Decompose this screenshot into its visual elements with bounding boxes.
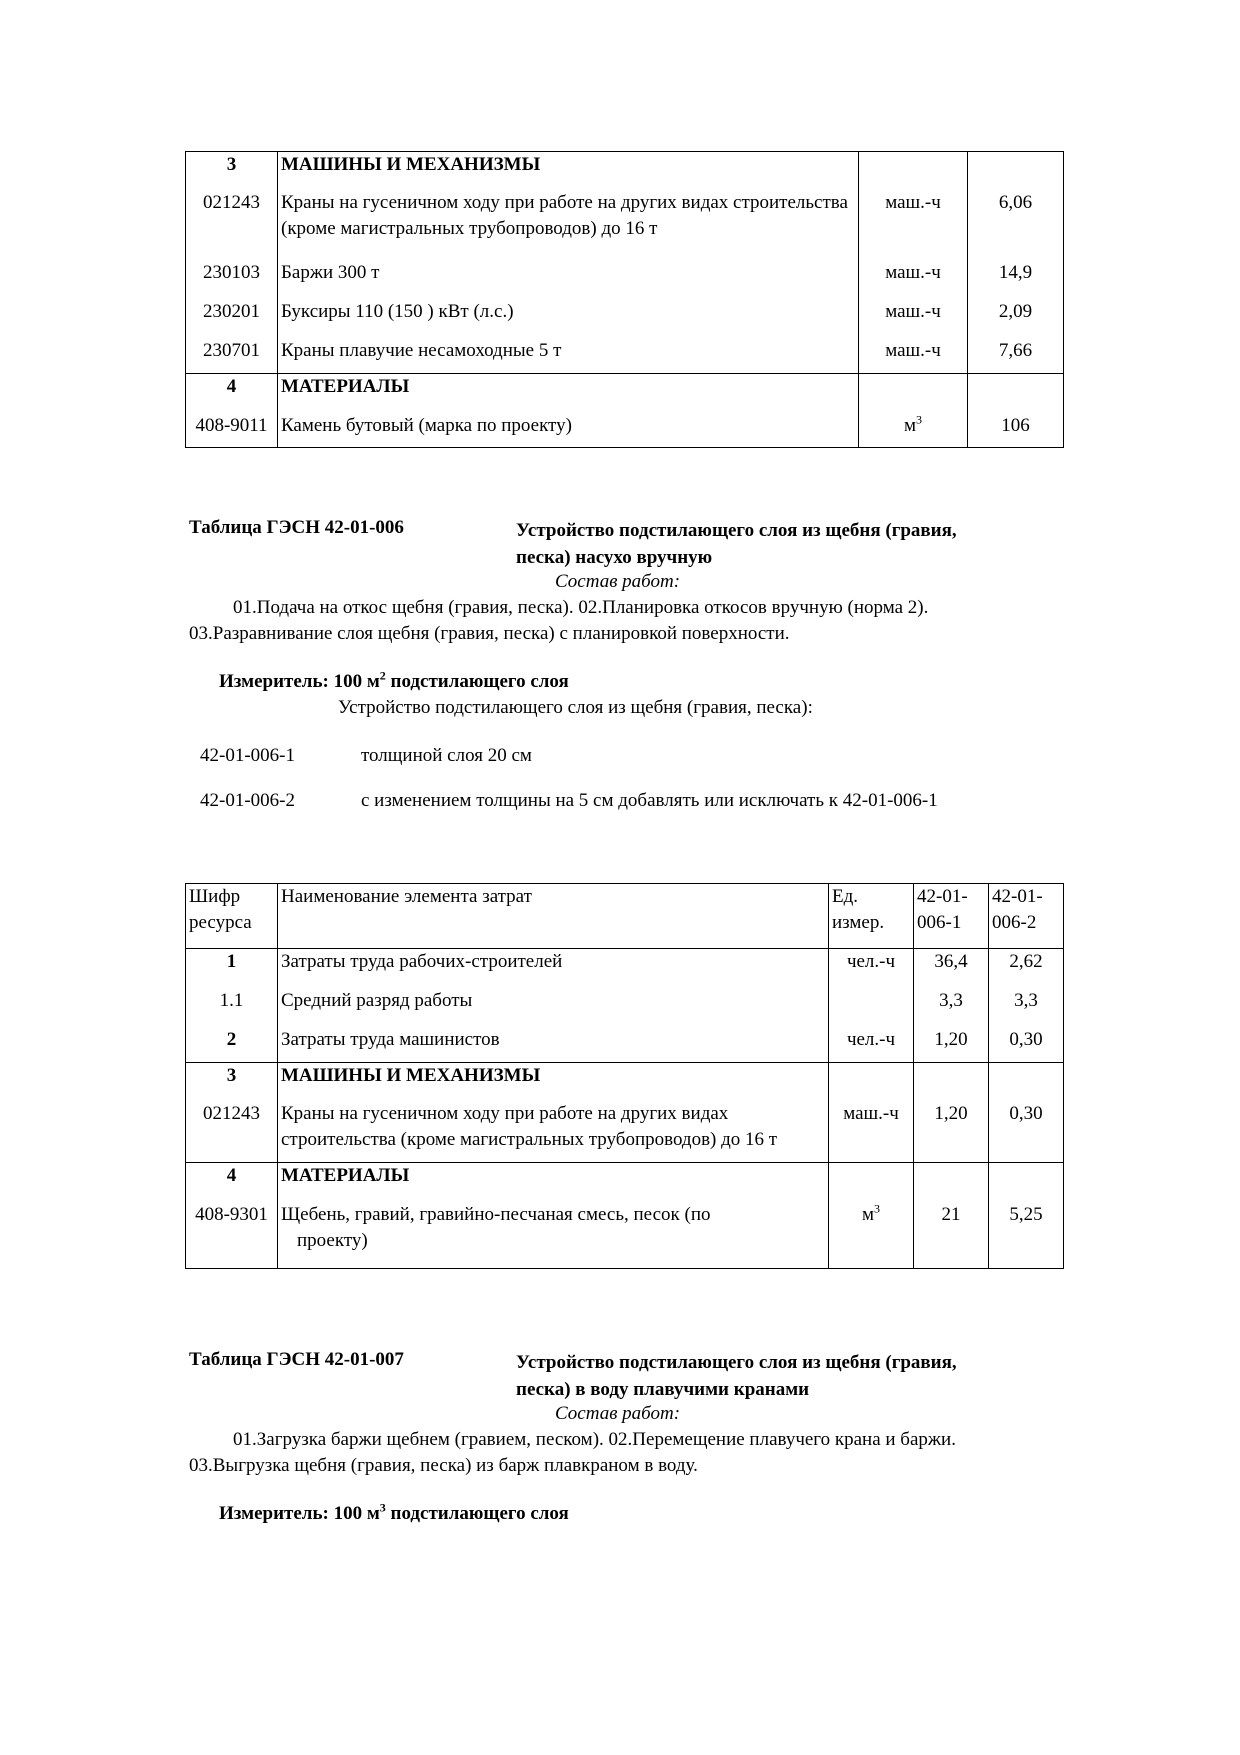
resource-code: 021243 [186, 184, 278, 251]
table-row [186, 1023, 1064, 1063]
table-row [186, 374, 1064, 410]
resource-unit [859, 374, 968, 410]
measurement-unit: Измеритель: 100 $м^3$ подстилающего слоя [219, 1500, 569, 1524]
resource-unit: $м^3$ [829, 1198, 914, 1269]
resource-name: Щебень, гравий, гравийно-песчаная смесь, песок (по проекту) [278, 1198, 829, 1269]
resource-value: 0,30 [989, 1095, 1064, 1163]
resource-name: Затраты труда машинистов [278, 1023, 829, 1063]
resource-table [185, 883, 1064, 1269]
table-row [186, 1063, 1064, 1096]
resource-value: 1,20 [914, 1023, 989, 1063]
resource-unit: $м^3$ [859, 409, 968, 448]
resource-code: 3 [186, 152, 278, 185]
norm-text: с изменением толщины на 5 см добавлять или исключать к 42-01-006-1 [361, 790, 938, 811]
resource-name: МАШИНЫ И МЕХАНИЗМЫ [278, 152, 859, 185]
work-composition-line: 01.Подача на откос щебня (гравия, песка). 02.Планировка откосов вручную (норма 2). [233, 597, 929, 618]
resource-table-continued [185, 151, 1064, 448]
table-row [186, 1198, 1064, 1269]
work-composition-heading: Состав работ: [555, 1403, 681, 1424]
table-header-row [186, 884, 1064, 949]
header-unit: Ед. измер. [829, 884, 914, 949]
resource-name: Затраты труда рабочих-строителей [278, 949, 829, 985]
resource-value: 36,4 [914, 949, 989, 985]
header-code: Шифр ресурса [186, 884, 278, 949]
resource-name: Краны плавучие несамоходные 5 т [278, 334, 859, 374]
resource-value: 3,3 [914, 984, 989, 1023]
resource-unit [829, 1163, 914, 1199]
table-label: Таблица ГЭСН 42-01-007 [189, 1349, 404, 1370]
resource-code: 408-9301 [186, 1198, 278, 1269]
resource-value: 106 [968, 409, 1064, 448]
resource-value: 3,3 [989, 984, 1064, 1023]
work-composition-line: 03.Выгрузка щебня (гравия, песка) из барж плавкраном в воду. [189, 1455, 698, 1476]
resource-value [989, 1063, 1064, 1096]
resource-name: Средний разряд работы [278, 984, 829, 1023]
table-title: Устройство подстилающего слоя из щебня (гравия, песка) насухо вручную [516, 520, 957, 568]
measurement-unit: Измеритель: 100 $м^2$ подстилающего слоя [219, 668, 569, 692]
resource-name: Баржи 300 т [278, 251, 859, 295]
resource-code: 3 [186, 1063, 278, 1096]
table-row [186, 1095, 1064, 1163]
norm-text: толщиной слоя 20 см [361, 745, 532, 766]
resource-value [968, 152, 1064, 185]
resource-value [914, 1163, 989, 1199]
work-composition-heading: Состав работ: [555, 571, 681, 592]
resource-unit [859, 152, 968, 185]
resource-code: 1.1 [186, 984, 278, 1023]
table-title: Устройство подстилающего слоя из щебня (гравия, песка) в воду плавучими кранами [516, 1352, 957, 1400]
resource-unit: чел.-ч [829, 1023, 914, 1063]
table-row [186, 984, 1064, 1023]
work-composition-line: 03.Разравнивание слоя щебня (гравия, песка) с планировкой поверхности. [189, 623, 790, 644]
table-row [186, 251, 1064, 295]
resource-value: 7,66 [968, 334, 1064, 374]
header-name: Наименование элемента затрат [278, 884, 829, 949]
table-row [186, 334, 1064, 374]
resource-value: 0,30 [989, 1023, 1064, 1063]
resource-name: МАШИНЫ И МЕХАНИЗМЫ [278, 1063, 829, 1096]
resource-code: 2 [186, 1023, 278, 1063]
norm-code: 42-01-006-1 [200, 745, 295, 766]
resource-unit: маш.-ч [859, 334, 968, 374]
resource-name: Буксиры 110 (150 ) кВт (л.с.) [278, 295, 859, 334]
resource-value: 2,62 [989, 949, 1064, 985]
resource-code: 230201 [186, 295, 278, 334]
work-composition-line: 01.Загрузка баржи щебнем (гравием, песком). 02.Перемещение плавучего крана и баржи. [233, 1429, 956, 1450]
resource-value: 5,25 [989, 1198, 1064, 1269]
resource-unit: маш.-ч [859, 184, 968, 251]
resource-value: 6,06 [968, 184, 1064, 251]
resource-value: 14,9 [968, 251, 1064, 295]
resource-unit: маш.-ч [829, 1095, 914, 1163]
resource-name: МАТЕРИАЛЫ [278, 1163, 829, 1199]
resource-code: 4 [186, 374, 278, 410]
resource-value [968, 374, 1064, 410]
table-label: Таблица ГЭСН 42-01-006 [189, 517, 404, 538]
resource-name: Камень бутовый (марка по проекту) [278, 409, 859, 448]
resource-value: 1,20 [914, 1095, 989, 1163]
table-row [186, 184, 1064, 251]
resource-code: 408-9011 [186, 409, 278, 448]
resource-name: МАТЕРИАЛЫ [278, 374, 859, 410]
resource-value: 21 [914, 1198, 989, 1269]
resource-unit: маш.-ч [859, 251, 968, 295]
header-norm-2: 42-01- 006-2 [989, 884, 1064, 949]
resource-value [914, 1063, 989, 1096]
table-row [186, 949, 1064, 985]
norm-code: 42-01-006-2 [200, 790, 295, 811]
resource-code: 230103 [186, 251, 278, 295]
resource-name: Краны на гусеничном ходу при работе на других видах строительства (кроме магистральных трубопроводов) до 16 т [278, 184, 859, 251]
resource-code: 230701 [186, 334, 278, 374]
resource-code: 1 [186, 949, 278, 985]
resource-unit: чел.-ч [829, 949, 914, 985]
table-row [186, 295, 1064, 334]
resource-value: 2,09 [968, 295, 1064, 334]
norm-intro: Устройство подстилающего слоя из щебня (гравия, песка): [338, 697, 813, 718]
resource-unit [829, 984, 914, 1023]
table-row [186, 152, 1064, 185]
resource-unit: маш.-ч [859, 295, 968, 334]
resource-unit [829, 1063, 914, 1096]
resource-code: 4 [186, 1163, 278, 1199]
resource-code: 021243 [186, 1095, 278, 1163]
resource-name: Краны на гусеничном ходу при работе на других видах строительства (кроме магистральных трубопроводов) до 16 т [278, 1095, 829, 1163]
resource-value [989, 1163, 1064, 1199]
table-row [186, 1163, 1064, 1199]
header-norm-1: 42-01- 006-1 [914, 884, 989, 949]
table-row [186, 409, 1064, 448]
